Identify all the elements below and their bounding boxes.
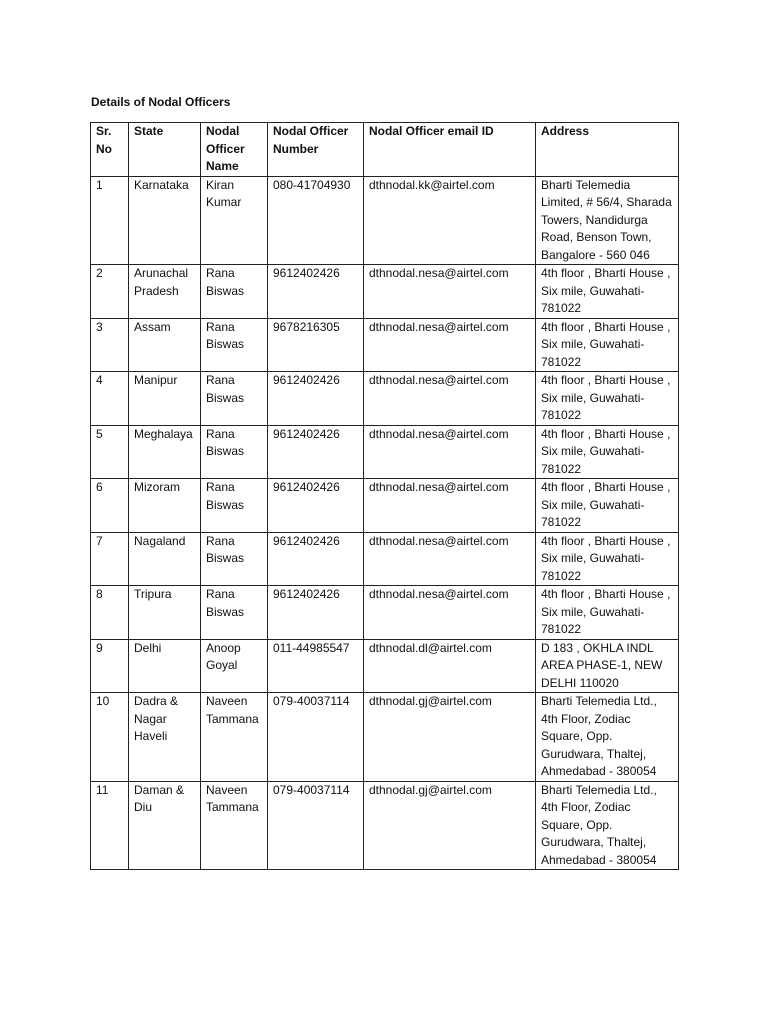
table-row <box>91 639 679 693</box>
cell-address: D 183 , OKHLA INDL AREA PHASE-1, NEW DELHI 110020 <box>536 639 679 693</box>
table-row <box>91 532 679 586</box>
cell-officer-email: dthnodal.nesa@airtel.com <box>364 586 536 640</box>
cell-sr-no: 1 <box>91 176 129 265</box>
cell-officer-number: 9612402426 <box>268 372 364 426</box>
document-title: Details of Nodal Officers <box>91 95 231 109</box>
cell-state: Delhi <box>129 639 201 693</box>
cell-address: 4th floor , Bharti House , Six mile, Guwahati-781022 <box>536 425 679 479</box>
cell-officer-email: dthnodal.gj@airtel.com <box>364 693 536 782</box>
cell-sr-no: 10 <box>91 693 129 782</box>
table-row <box>91 586 679 640</box>
header-officer-number: Nodal Officer Number <box>268 123 364 177</box>
cell-address: 4th floor , Bharti House , Six mile, Guwahati-781022 <box>536 586 679 640</box>
cell-officer-name: Rana Biswas <box>201 586 268 640</box>
cell-officer-number: 9678216305 <box>268 318 364 372</box>
nodal-officers-table <box>90 122 679 870</box>
cell-officer-email: dthnodal.nesa@airtel.com <box>364 479 536 533</box>
cell-address: Bharti Telemedia Ltd., 4th Floor, Zodiac Square, Opp. Gurudwara, Thaltej, Ahmedabad - 380054 <box>536 781 679 870</box>
cell-sr-no: 9 <box>91 639 129 693</box>
cell-officer-email: dthnodal.gj@airtel.com <box>364 781 536 870</box>
cell-officer-email: dthnodal.nesa@airtel.com <box>364 265 536 319</box>
header-state: State <box>129 123 201 177</box>
cell-officer-name: Rana Biswas <box>201 479 268 533</box>
cell-officer-email: dthnodal.nesa@airtel.com <box>364 532 536 586</box>
cell-officer-number: 9612402426 <box>268 586 364 640</box>
cell-officer-name: Rana Biswas <box>201 425 268 479</box>
table-row <box>91 176 679 265</box>
header-officer-name: Nodal Officer Name <box>201 123 268 177</box>
cell-sr-no: 8 <box>91 586 129 640</box>
cell-officer-name: Rana Biswas <box>201 265 268 319</box>
cell-officer-name: Kiran Kumar <box>201 176 268 265</box>
cell-address: 4th floor , Bharti House , Six mile, Guwahati-781022 <box>536 318 679 372</box>
cell-state: Tripura <box>129 586 201 640</box>
table-row <box>91 372 679 426</box>
cell-address: Bharti Telemedia Ltd., 4th Floor, Zodiac Square, Opp. Gurudwara, Thaltej, Ahmedabad - 380054 <box>536 693 679 782</box>
cell-state: Nagaland <box>129 532 201 586</box>
table-row <box>91 265 679 319</box>
cell-officer-email: dthnodal.dl@airtel.com <box>364 639 536 693</box>
cell-sr-no: 3 <box>91 318 129 372</box>
cell-state: Mizoram <box>129 479 201 533</box>
header-officer-email: Nodal Officer email ID <box>364 123 536 177</box>
cell-state: Dadra & Nagar Haveli <box>129 693 201 782</box>
table-row <box>91 693 679 782</box>
cell-sr-no: 7 <box>91 532 129 586</box>
cell-officer-name: Rana Biswas <box>201 318 268 372</box>
cell-officer-number: 079-40037114 <box>268 693 364 782</box>
cell-officer-number: 011-44985547 <box>268 639 364 693</box>
table-row <box>91 318 679 372</box>
cell-officer-number: 9612402426 <box>268 425 364 479</box>
table-header-row <box>91 123 679 177</box>
cell-officer-name: Naveen Tammana <box>201 781 268 870</box>
cell-sr-no: 6 <box>91 479 129 533</box>
cell-officer-email: dthnodal.kk@airtel.com <box>364 176 536 265</box>
cell-state: Karnataka <box>129 176 201 265</box>
header-address: Address <box>536 123 679 177</box>
cell-sr-no: 4 <box>91 372 129 426</box>
cell-sr-no: 5 <box>91 425 129 479</box>
cell-address: 4th floor , Bharti House , Six mile, Guwahati-781022 <box>536 532 679 586</box>
cell-address: 4th floor , Bharti House , Six mile, Guwahati-781022 <box>536 372 679 426</box>
cell-officer-name: Rana Biswas <box>201 372 268 426</box>
cell-address: Bharti Telemedia Limited, # 56/4, Sharada Towers, Nandidurga Road, Benson Town, Bangalore - 560 046 <box>536 176 679 265</box>
cell-officer-number: 9612402426 <box>268 265 364 319</box>
table-row <box>91 479 679 533</box>
cell-address: 4th floor , Bharti House , Six mile, Guwahati-781022 <box>536 479 679 533</box>
cell-sr-no: 11 <box>91 781 129 870</box>
table-row <box>91 781 679 870</box>
cell-officer-number: 9612402426 <box>268 532 364 586</box>
cell-state: Assam <box>129 318 201 372</box>
cell-officer-number: 9612402426 <box>268 479 364 533</box>
cell-state: Meghalaya <box>129 425 201 479</box>
cell-address: 4th floor , Bharti House , Six mile, Guwahati-781022 <box>536 265 679 319</box>
cell-state: Daman & Diu <box>129 781 201 870</box>
cell-officer-email: dthnodal.nesa@airtel.com <box>364 318 536 372</box>
cell-officer-name: Anoop Goyal <box>201 639 268 693</box>
cell-officer-number: 079-40037114 <box>268 781 364 870</box>
cell-officer-name: Rana Biswas <box>201 532 268 586</box>
table-row <box>91 425 679 479</box>
cell-officer-email: dthnodal.nesa@airtel.com <box>364 425 536 479</box>
cell-officer-email: dthnodal.nesa@airtel.com <box>364 372 536 426</box>
cell-officer-number: 080-41704930 <box>268 176 364 265</box>
cell-officer-name: Naveen Tammana <box>201 693 268 782</box>
cell-state: Arunachal Pradesh <box>129 265 201 319</box>
cell-sr-no: 2 <box>91 265 129 319</box>
header-sr-no: Sr. No <box>91 123 129 177</box>
cell-state: Manipur <box>129 372 201 426</box>
